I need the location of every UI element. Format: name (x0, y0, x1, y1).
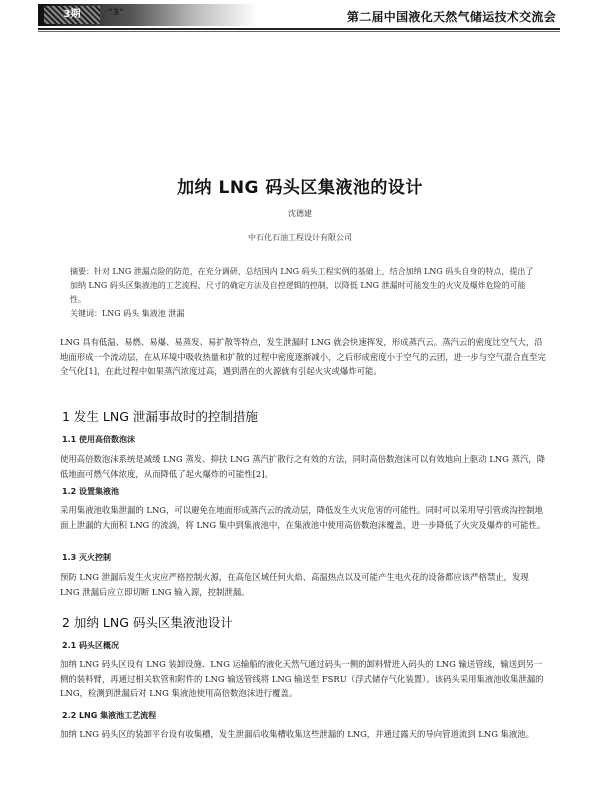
header-rule (38, 28, 560, 30)
paper-title: 加纳 LNG 码头区集液池的设计 (177, 178, 423, 199)
paragraph-2-1: 加纳 LNG 码头区设有 LNG 装卸设施、LNG 运输船的液化天然气通过码头一侧的卸料臂进入码头的 LNG 输送管线，输送到另一侧的装料臂，再通过相关软管和附件的 LNG 输送管线将 LNG 输送至 FSRU（浮式储存气化装置）。该码头采用集液池收集泄漏的 LNG，检测到泄漏后对 LNG 集液池使用高倍数泡沫进行覆盖。 (60, 659, 544, 698)
author: 沈德建 (288, 209, 312, 218)
subsection-heading-2-1: 2.1 码头区概况 (62, 641, 119, 650)
subsection-heading-1-3: 1.3 灭火控制 (62, 553, 111, 562)
journal-logo: 3期 (44, 6, 100, 24)
subsection-heading-1-2: 1.2 设置集液池 (62, 487, 119, 496)
header-mark: "3" (108, 8, 124, 18)
paragraph-1-3: 预防 LNG 泄漏后发生火灾应严格控制火源，在高危区域任何火焰、高温热点以及可能产生电火花的设备都应该严格禁止，发现 LNG 泄漏后应立即切断 LNG 输入源，控制泄漏。 (60, 572, 529, 597)
abstract: 摘要：针对 LNG 泄漏点险的防范，在充分调研、总结国内 LNG 码头工程实例的基础上，结合加纳 LNG 码头自身的特点，提出了加纳 LNG 码头区集液池的工艺流程、尺寸的确定方法及自控逻辑的控制，以降低 LNG 泄漏时可能发生的火灾及爆炸危险的可能性。 (70, 267, 534, 304)
intro-paragraph: LNG 具有低温、易燃、易爆、易蒸发、易扩散等特点，发生泄漏时 LNG 就会快速挥发，形成蒸汽云。蒸汽云的密度比空气大，沿地面形成一个流动层，在从环境中吸收热量和扩散的过程中密度逐渐减小，之后形成密度小于空气的云团，进一步与空气混合直至完全气化[1]，在此过程中如果蒸汽浓度过高，遇到潜在的火源就有引起火灾或爆炸可能。 (60, 337, 546, 376)
paragraph-1-1: 使用高倍数泡沫系统是减缓 LNG 蒸发、抑扶 LNG 蒸汽扩散行之有效的方法，同时高倍数泡沫可以有效地向上驱动 LNG 蒸汽，降低地面可燃气体浓度，从而降低了起火爆炸的可能性[2]。 (60, 454, 546, 479)
paragraph-1-2: 采用集液池收集泄漏的 LNG，可以避免在地面形成蒸汽云的流动层，降低发生火灾危害的可能性。同时可以采用导引管或沟控制地面上泄漏的大面积 LNG 的流淌，将 LNG 集中到集液池中，在集液池中使用高倍数泡沫覆盖，进一步降低了火灾及爆炸的可能性。 (60, 505, 546, 530)
keywords: 关键词：LNG 码头 集液池 泄漏 (70, 309, 185, 318)
section-heading-2: 2 加纳 LNG 码头区集液池设计 (62, 615, 233, 630)
conference-title: 第二届中国液化天然气储运技术交流会 (346, 10, 556, 24)
subsection-heading-1-1: 1.1 使用高倍数泡沫 (62, 435, 135, 444)
running-header (0, 0, 600, 36)
paragraph-2-2: 加纳 LNG 码头区的装卸平台设有收集槽，发生泄漏后收集槽收集这些泄漏的 LNG，并通过露天的导向管道流到 LNG 集液池。 (60, 729, 535, 739)
header-rule-thin (38, 31, 560, 32)
subsection-heading-2-2: 2.2 LNG 集液池工艺流程 (62, 711, 157, 720)
section-heading-1: 1 发生 LNG 泄漏事故时的控制措施 (62, 409, 258, 424)
affiliation: 中石化石油工程设计有限公司 (248, 233, 352, 242)
